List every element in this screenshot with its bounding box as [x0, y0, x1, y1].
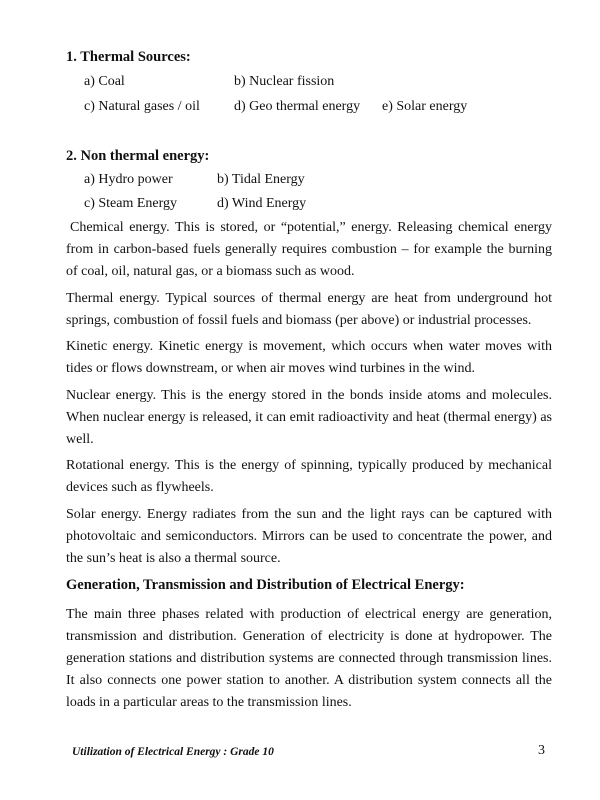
list-item: e) Solar energy [382, 99, 468, 114]
paragraph-solar-energy: Solar energy. Energy radiates from the sun and the light rays can be captured with photovoltaic and semiconductors. Mirrors can be used to concentrate the power, and the sun’s heat is also a thermal source. [66, 507, 552, 566]
generation-heading: Generation, Transmission and Distribution of Electrical Energy: [66, 577, 465, 593]
footer-title: Utilization of Electrical Energy : Grade 10 [72, 746, 274, 758]
paragraph-nuclear-energy: Nuclear energy. This is the energy stored in the bonds inside atoms and molecules. When nuclear energy is released, it can emit radioactivity and heat (thermal energy) as well. [66, 388, 552, 447]
paragraph-kinetic-energy: Kinetic energy. Kinetic energy is movement, which occurs when water moves with tides or flows downstream, or when air moves wind turbines in the wind. [66, 339, 552, 376]
list-item: c) Steam Energy [84, 196, 178, 211]
page-number: 3 [538, 743, 545, 758]
paragraph-chemical-energy: Chemical energy. This is stored, or “potential,” energy. Releasing chemical energy from in carbon-based fuels generally requires combustion – for example the burning of coal, oil, natural gas, or a biomass such as wood. [66, 220, 552, 279]
list-item: d) Wind Energy [217, 196, 307, 211]
paragraph-thermal-energy: Thermal energy. Typical sources of thermal energy are heat from underground hot springs, combustion of fossil fuels and biomass (per above) or industrial processes. [66, 291, 552, 328]
thermal-sources-heading: 1. Thermal Sources: [66, 49, 191, 65]
list-item: d) Geo thermal energy [234, 99, 361, 114]
non-thermal-heading: 2. Non thermal energy: [66, 148, 210, 164]
list-item: c) Natural gases / oil [84, 99, 200, 114]
paragraph-rotational-energy: Rotational energy. This is the energy of spinning, typically produced by mechanical devices such as flywheels. [66, 458, 552, 495]
paragraph-generation: The main three phases related with production of electrical energy are generation, transmission and distribution. Generation of electricity is done at hydropower. The generation stations and distribution systems are connected through transmission lines. It also connects one power station to another. A distribution system connects all the loads in a particular areas to the transmission lines. [66, 607, 552, 710]
list-item: a) Hydro power [84, 172, 173, 187]
list-item: b) Nuclear fission [234, 74, 335, 89]
list-item: b) Tidal Energy [217, 172, 305, 187]
list-item: a) Coal [84, 74, 125, 89]
